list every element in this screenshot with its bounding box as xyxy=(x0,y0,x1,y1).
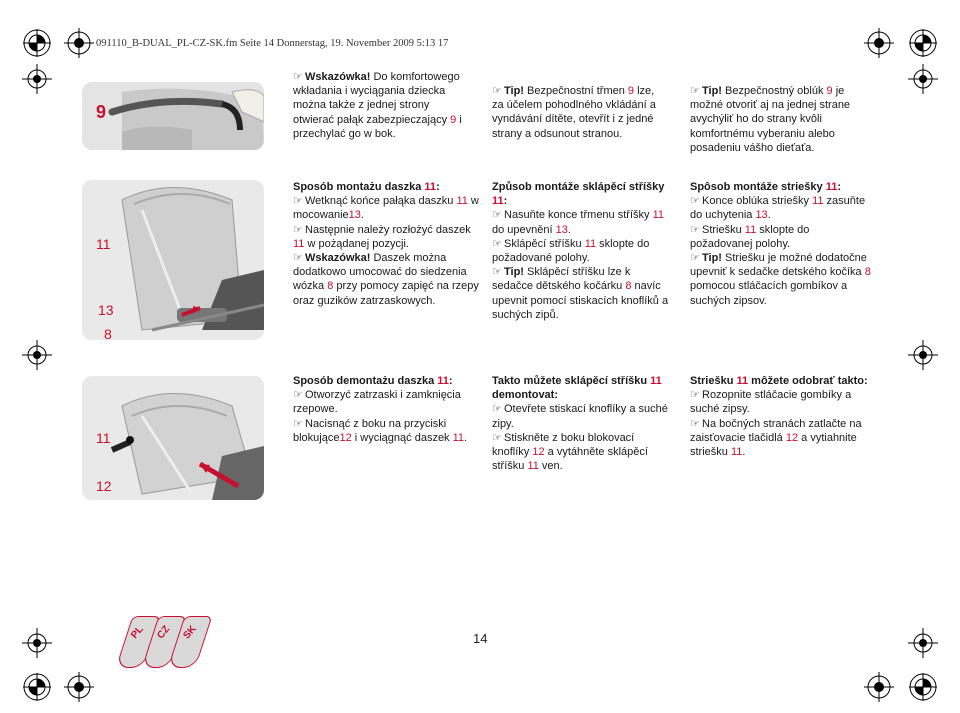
figure-label: 9 xyxy=(96,102,107,122)
registration-mark-icon xyxy=(22,672,52,702)
registration-mark-icon xyxy=(864,672,894,702)
figure-safety-bar xyxy=(82,82,264,150)
figure-label: 12 xyxy=(96,478,112,494)
registration-mark-icon xyxy=(64,672,94,702)
row3-cz-text: Takto můžete sklápěcí stříšku 11 demontovat: ☞ Otevřete stiskací knoflíky a suché zipy. ☞ Stiskněte z boku blokovací knoflíky 12 a vytáhněte sklápěcí stříšku 11 ven. xyxy=(492,375,668,473)
registration-mark-icon xyxy=(22,64,52,94)
hand-pointer-icon: ☞ xyxy=(492,209,502,222)
hand-pointer-icon: ☞ xyxy=(690,195,700,208)
hand-pointer-icon: ☞ xyxy=(492,403,502,416)
lang-tab-pl: PL xyxy=(116,616,161,668)
figure-label: 8 xyxy=(104,326,112,342)
print-header: 091110_B-DUAL_PL-CZ-SK.fm Seite 14 Donnerstag, 19. November 2009 5:13 17 xyxy=(96,38,449,49)
hand-pointer-icon: ☞ xyxy=(690,252,700,265)
row2-pl-text: Sposób montażu daszka 11: ☞ Wetknąć końce pałąka daszku 11 w mocowanie13. ☞ Następnie należy rozłożyć daszek 11 w pożądanej pozycji. ☞ Wskazówka! Daszek można dodatkowo umocować do siedzenia wózka 8 przy pomocy zapięć na rzepy oraz guzików zatrzaskowych. xyxy=(293,181,479,307)
registration-mark-icon xyxy=(22,340,52,370)
lang-tab-sk: SK xyxy=(168,616,213,668)
hand-pointer-icon: ☞ xyxy=(492,266,502,279)
hand-pointer-icon: ☞ xyxy=(690,223,700,236)
registration-mark-icon xyxy=(908,64,938,94)
hand-pointer-icon: ☞ xyxy=(293,195,303,208)
row3-pl-text: Sposób demontażu daszka 11: ☞ Otworzyć zatrzaski i zamknięcia rzepowe. ☞ Nacisnąć z boku na przyciski blokujące12 i wyciągnąć daszek 11. xyxy=(293,375,468,444)
hand-pointer-icon: ☞ xyxy=(293,389,303,402)
figure-label: 11 xyxy=(96,236,111,252)
row1-cz-text: ☞ Tip! Bezpečnostní třmen 9 lze, za účelem pohodlného vkládání a vyndávání dítěte, otevřít i z jedné strany a odsunout stranou. xyxy=(492,85,656,140)
registration-mark-icon xyxy=(22,628,52,658)
page-number: 14 xyxy=(473,631,488,646)
hand-pointer-icon: ☞ xyxy=(293,71,303,83)
registration-mark-icon xyxy=(908,340,938,370)
registration-mark-icon xyxy=(64,28,94,58)
hand-pointer-icon: ☞ xyxy=(293,417,303,430)
hand-pointer-icon: ☞ xyxy=(690,417,700,430)
row3-sk-text: Striešku 11 môžete odobrať takto: ☞ Rozopnite stláčacie gombíky a suché zipsy. ☞ Na bočných stranách zatlačte na zaisťovacie tlačidlá 12 a vytiahnite striešku 11. xyxy=(690,375,868,459)
registration-mark-icon xyxy=(908,628,938,658)
hand-pointer-icon: ☞ xyxy=(293,223,303,236)
hand-pointer-icon: ☞ xyxy=(293,252,303,265)
hand-pointer-icon: ☞ xyxy=(690,85,700,97)
row2-cz-text: Způsob montáže sklápěcí stříšky 11: ☞ Nasuňte konce třmenu stříšky 11 do upevnění 13. ☞ Sklápěcí stříšku 11 sklopte do požadované polohy. ☞ Tip! Sklápěcí stříšku lze k sedačce dětského kočárku 8 navíc upevnit pomocí stiskacích knoflíků a suchých zipů. xyxy=(492,181,669,321)
hand-pointer-icon: ☞ xyxy=(690,389,700,402)
row1-pl-text: ☞ Wskazówka! Do komfortowego wkładania i wyciągania dziecka można także z jednej strony otwierać pałąk zabezpieczający 9 i przechylać go w bok. xyxy=(293,71,462,140)
row1-sk-text: ☞ Tip! Bezpečnostný oblúk 9 je možné otvoriť aj na jednej strane avychýliť ho do strany kvôli komfortnému vyberaniu alebo posadeniu vášho dieťaťa. xyxy=(690,85,851,154)
figure-label: 11 xyxy=(96,430,111,446)
lang-tab-cz: CZ xyxy=(142,616,187,668)
hand-pointer-icon: ☞ xyxy=(492,237,502,250)
registration-mark-icon xyxy=(22,28,52,58)
registration-mark-icon xyxy=(908,672,938,702)
registration-mark-icon xyxy=(908,28,938,58)
hand-pointer-icon: ☞ xyxy=(492,85,502,97)
registration-mark-icon xyxy=(864,28,894,58)
figure-label: 13 xyxy=(98,302,114,318)
row2-sk-text: Spôsob montáže striešky 11: ☞ Konce oblúka striešky 11 zasuňte do uchytenia 13. ☞ Striešku 11 sklopte do požadovanej polohy. ☞ Tip! Striešku je možné dodatočne upevniť k sedačke detského kočíka 8 pomocou stláčacích gombíkov a suchých zipsov. xyxy=(690,181,871,307)
hand-pointer-icon: ☞ xyxy=(492,431,502,444)
